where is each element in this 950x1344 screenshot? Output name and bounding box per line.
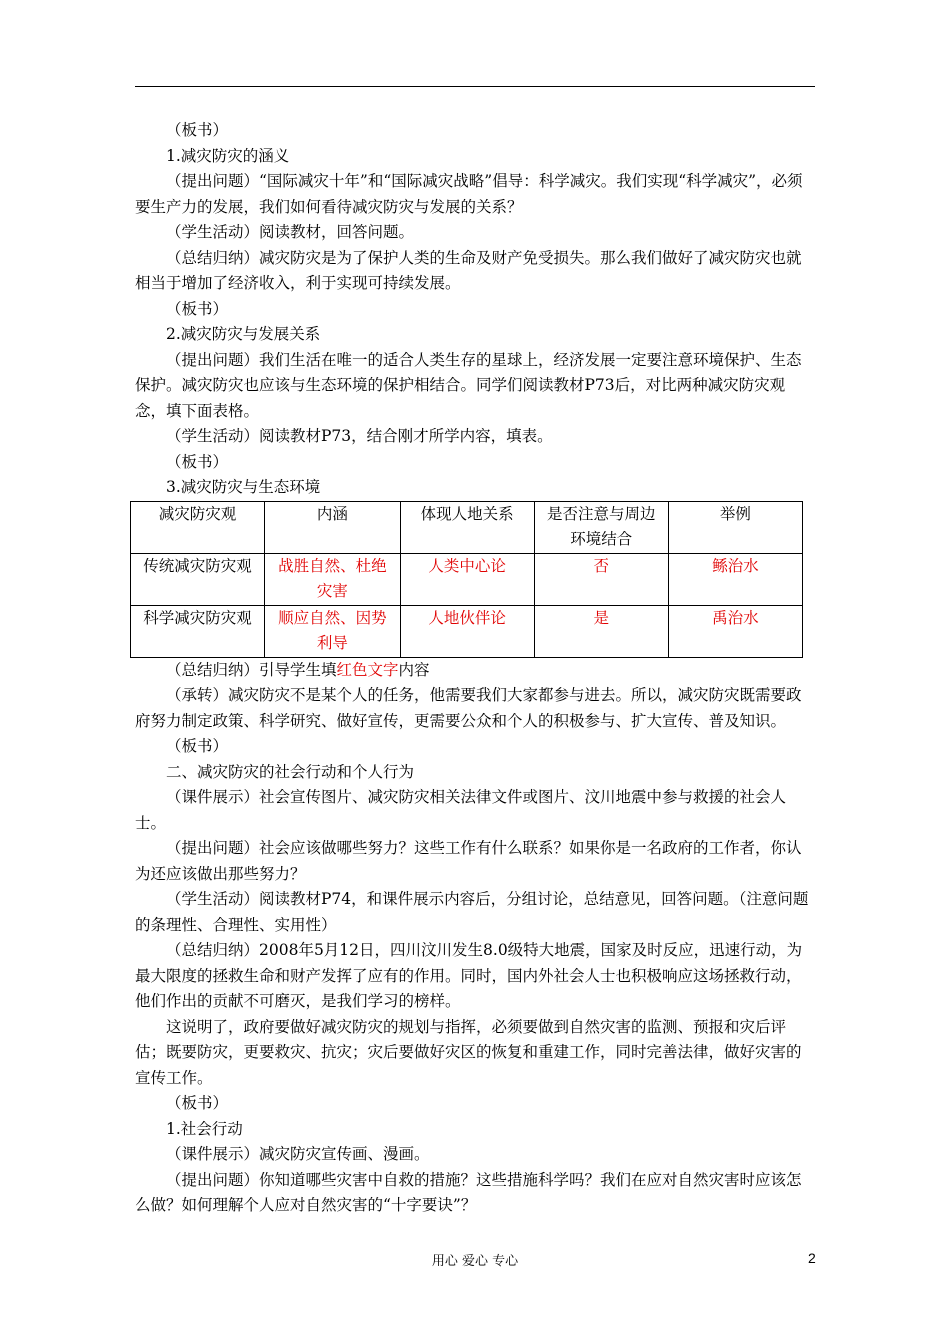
table-header-cell: 举例 bbox=[668, 501, 802, 553]
table-row bbox=[131, 605, 803, 657]
table-header-cell: 体现人地关系 bbox=[400, 501, 534, 553]
table-cell-answer: 否 bbox=[534, 553, 668, 605]
paragraph: （提出问题）我们生活在唯一的适合人类生存的星球上，经济发展一定要注意环境保护、生态保护。减灾防灾也应该与生态环境的保护相结合。同学们阅读教材P73后，对比两种减灾防灾观念，填下面表格。 bbox=[135, 350, 802, 420]
table-cell-answer: 战胜自然、杜绝灾害 bbox=[265, 553, 401, 605]
paragraph: （学生活动）阅读教材P74，和课件展示内容后，分组讨论，总结意见，回答问题。（注意问题的条理性、合理性、实用性） bbox=[135, 890, 809, 934]
paragraph: 二、减灾防灾的社会行动和个人行为 bbox=[166, 762, 415, 781]
footer-motto: 用心 爱心 专心 bbox=[431, 1254, 519, 1269]
paragraph: 这说明了，政府要做好减灾防灾的规划与指挥，必须要做到自然灾害的监测、预报和灾后评估；既要防灾，更要救灾、抗灾；灾后要做好灾区的恢复和重建工作，同时完善法律，做好灾害的宣传工作。 bbox=[135, 1017, 802, 1087]
paragraph: 1.社会行动 bbox=[166, 1119, 243, 1138]
header-rule bbox=[135, 86, 815, 87]
table-cell: 科学减灾防灾观 bbox=[131, 605, 265, 657]
paragraph: 2.减灾防灾与发展关系 bbox=[166, 325, 321, 343]
paragraph: （课件展示）社会宣传图片、减灾防灾相关法律文件或图片、汶川地震中参与救援的社会人士。 bbox=[135, 788, 787, 832]
paragraph: （提出问题）“国际减灾十年”和“国际减灾战略”倡导：科学减灾。我们实现“科学减灾”，必须要生产力的发展，我们如何看待减灾防灾与发展的关系？ bbox=[135, 172, 803, 216]
table-cell-answer: 禹治水 bbox=[668, 605, 802, 657]
paragraph: （学生活动）阅读教材P73，结合刚才所学内容，填表。 bbox=[166, 427, 553, 445]
table-cell-answer: 人地伙伴论 bbox=[400, 605, 534, 657]
summary-highlight: 红色文字 bbox=[336, 660, 399, 679]
document-body bbox=[135, 118, 815, 1219]
paragraph: （板书） bbox=[166, 299, 229, 318]
paragraph: 1.减灾防灾的涵义 bbox=[166, 146, 290, 165]
disaster-view-table bbox=[130, 501, 803, 658]
summary-suffix: 内容 bbox=[398, 660, 430, 679]
table-header-cell: 内涵 bbox=[265, 501, 401, 553]
table-cell-answer: 顺应自然、因势利导 bbox=[265, 605, 401, 657]
paragraph: （承转）减灾防灾不是某个人的任务，他需要我们大家都参与进去。所以，减灾防灾既需要政府努力制定政策、科学研究、做好宣传，更需要公众和个人的积极参与、扩大宣传、普及知识。 bbox=[135, 686, 802, 730]
paragraph: （学生活动）阅读教材，回答问题。 bbox=[166, 223, 415, 241]
page-number: 2 bbox=[808, 1250, 816, 1266]
paragraph: （课件展示）减灾防灾宣传画、漫画。 bbox=[166, 1145, 430, 1163]
summary-paragraph bbox=[135, 658, 815, 684]
table-cell-answer: 鲧治水 bbox=[668, 553, 802, 605]
paragraph: （提出问题）你知道哪些灾害中自救的措施？这些措施科学吗？我们在应对自然灾害时应该怎么做？如何理解个人应对自然灾害的“十字要诀”？ bbox=[135, 1170, 802, 1214]
paragraph: （板书） bbox=[166, 121, 229, 139]
summary-prefix: （总结归纳）引导学生填 bbox=[166, 660, 337, 679]
table-header-row bbox=[131, 501, 803, 553]
table-cell-answer: 是 bbox=[534, 605, 668, 657]
paragraph: 3.减灾防灾与生态环境 bbox=[166, 478, 321, 496]
paragraph: （板书） bbox=[166, 1094, 229, 1112]
table-header-cell: 减灾防灾观 bbox=[131, 501, 265, 553]
table-row bbox=[131, 553, 803, 605]
paragraph: （提出问题）社会应该做哪些努力？这些工作有什么联系？如果你是一名政府的工作者，你认为还应该做出那些努力？ bbox=[135, 839, 802, 883]
paragraph: （总结归纳）2008年5月12日，四川汶川发生8.0级特大地震，国家及时反应，迅速行动，为最大限度的拯救生命和财产发挥了应有的作用。同时，国内外社会人士也积极响应这场拯救行动，他们作出的贡献不可磨灭，是我们学习的榜样。 bbox=[135, 941, 803, 1010]
table-cell-answer: 人类中心论 bbox=[400, 553, 534, 605]
paragraph: （板书） bbox=[166, 452, 229, 471]
table-header-cell: 是否注意与周边环境结合 bbox=[534, 501, 668, 553]
paragraph: （总结归纳）减灾防灾是为了保护人类的生命及财产免受损失。那么我们做好了减灾防灾也就相当于增加了经济收入，利于实现可持续发展。 bbox=[135, 248, 802, 292]
table-cell: 传统减灾防灾观 bbox=[131, 553, 265, 605]
paragraph: （板书） bbox=[166, 737, 229, 755]
